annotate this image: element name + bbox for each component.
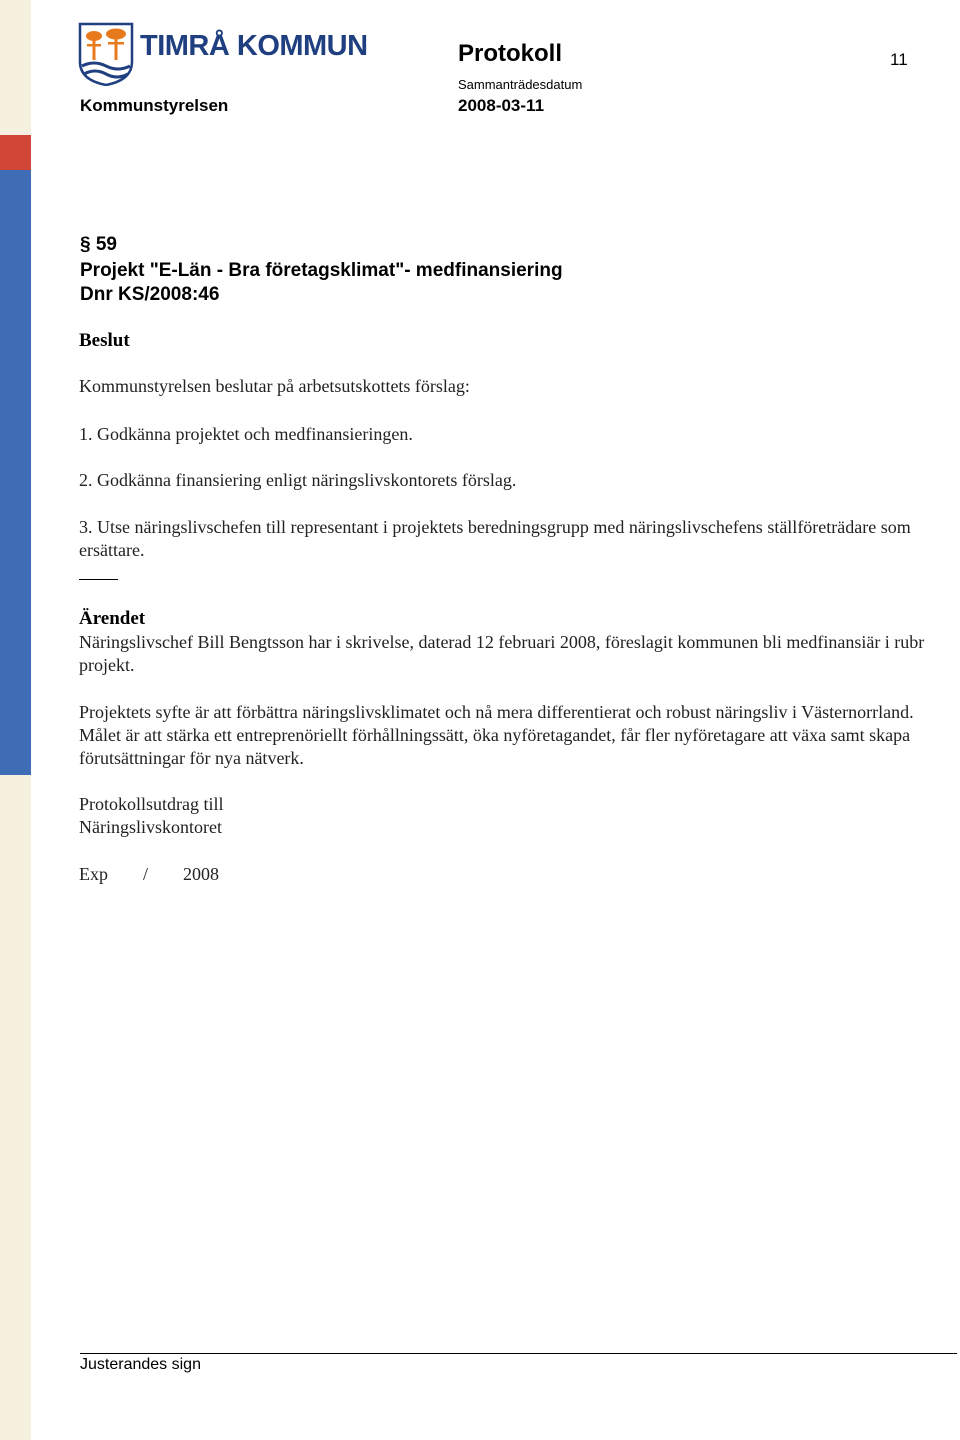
section-title: Projekt "E-Län - Bra företagsklimat"- medfinansiering xyxy=(80,260,563,281)
strip-cream-bottom xyxy=(0,775,31,1440)
record-number: Dnr KS/2008:46 xyxy=(80,284,220,305)
decision-item: 3. Utse näringslivschefen till representant i projektets beredningsgrupp med näringslivschefens ställföreträdare som ersättare. xyxy=(79,517,911,560)
decision-intro: Kommunstyrelsen beslutar på arbetsutskottets förslag: xyxy=(79,376,470,396)
org-name: TIMRÅ KOMMUN xyxy=(140,30,368,62)
distribution-recipient: Näringslivskontoret xyxy=(79,817,222,837)
municipality-crest-icon xyxy=(78,22,134,86)
board-name: Kommunstyrelsen xyxy=(80,96,229,115)
section-number: 59 xyxy=(95,234,117,255)
strip-blue xyxy=(0,170,31,775)
matter-heading: Ärendet xyxy=(79,608,146,629)
decision-heading: Beslut xyxy=(79,330,130,351)
matter-paragraph: Projektets syfte är att förbättra näringslivsklimatet och nå mera differentierat och robust näringsliv i Västernorrland. Målet är att stärka ett entreprenöriellt förhållningssätt, öka nyföretagandet, får fler nyföretagare att växa samt skapa förutsättningar för nya nätverk. xyxy=(79,702,914,768)
paragraph-number xyxy=(80,234,117,256)
exp-separator: / xyxy=(143,864,149,884)
distribution-label: Protokollsutdrag till xyxy=(79,794,224,814)
section-symbol: § xyxy=(80,234,91,255)
decision-item: 2. Godkänna finansiering enligt näringslivskontorets förslag. xyxy=(79,470,517,490)
divider xyxy=(79,579,118,580)
margin-color-strip xyxy=(0,0,31,1440)
exp-year: 2008 xyxy=(183,864,219,884)
strip-cream-top xyxy=(0,0,31,135)
strip-red xyxy=(0,135,31,170)
footer-rule xyxy=(80,1353,957,1354)
exp-label: Exp xyxy=(79,864,108,884)
meeting-date-label: Sammanträdesdatum xyxy=(458,77,583,92)
signature-label: Justerandes sign xyxy=(80,1356,201,1373)
document-type: Protokoll xyxy=(458,40,563,67)
meeting-date: 2008-03-11 xyxy=(458,96,545,115)
matter-paragraph: Näringslivschef Bill Bengtsson har i skrivelse, daterad 12 februari 2008, föreslagit kommunen bli medfinansiär i rubr projekt. xyxy=(79,632,925,675)
decision-item: 1. Godkänna projektet och medfinansieringen. xyxy=(79,424,413,444)
page-number: 11 xyxy=(890,50,908,69)
